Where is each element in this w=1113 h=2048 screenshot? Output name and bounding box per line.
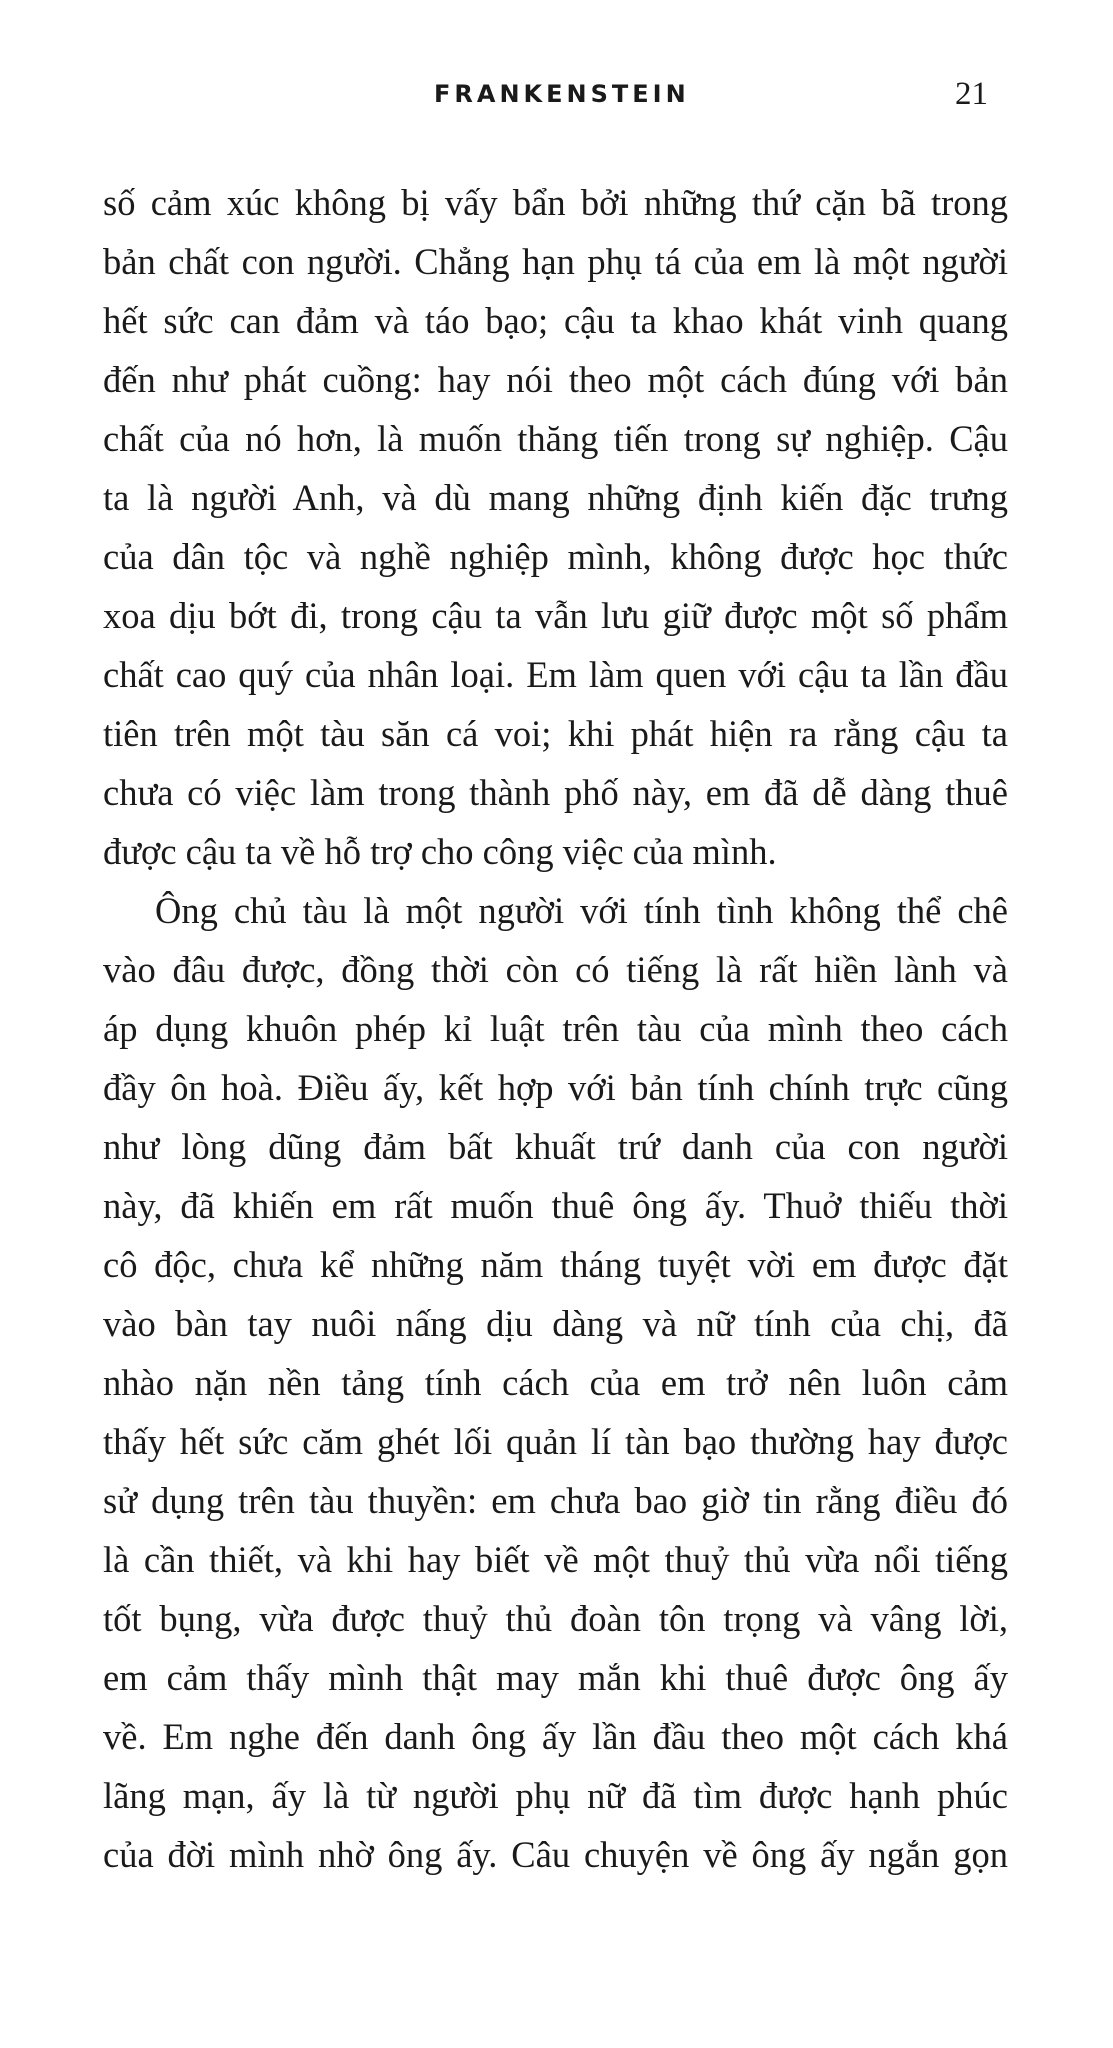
text-line: vào đâu được, đồng thời còn có tiếng là rất hiền lành và	[103, 949, 1008, 990]
text-line: của đời mình nhờ ông ấy. Câu chuyện về ông ấy ngắn gọn	[103, 1834, 1008, 1875]
text-line: đầy ôn hoà. Điều ấy, kết hợp với bản tính chính trực cũng	[103, 1067, 1008, 1108]
text-line: về. Em nghe đến danh ông ấy lần đầu theo một cách khá	[103, 1716, 1008, 1757]
text-line: của dân tộc và nghề nghiệp mình, không được học thức	[103, 536, 1008, 577]
text-line: đến như phát cuồng: hay nói theo một cách đúng với bản	[103, 359, 1008, 400]
text-line: là cần thiết, và khi hay biết về một thuỷ thủ vừa nổi tiếng	[103, 1539, 1008, 1580]
text-line: số cảm xúc không bị vấy bẩn bởi những thứ cặn bã trong	[103, 182, 1008, 223]
text-line: ta là người Anh, và dù mang những định kiến đặc trưng	[103, 477, 1008, 518]
text-line: xoa dịu bớt đi, trong cậu ta vẫn lưu giữ được một số phẩm	[103, 595, 1008, 636]
text-line: tốt bụng, vừa được thuỷ thủ đoàn tôn trọng và vâng lời,	[103, 1598, 1008, 1639]
text-line: chất cao quý của nhân loại. Em làm quen với cậu ta lần đầu	[103, 654, 1008, 695]
text-line: áp dụng khuôn phép kỉ luật trên tàu của mình theo cách	[103, 1008, 1008, 1049]
text-line: Ông chủ tàu là một người với tính tình không thể chê	[155, 890, 1008, 931]
text-line: như lòng dũng đảm bất khuất trứ danh của con người	[103, 1126, 1008, 1167]
text-line: thấy hết sức căm ghét lối quản lí tàn bạo thường hay được	[103, 1421, 1008, 1462]
text-line: bản chất con người. Chẳng hạn phụ tá của em là một người	[103, 241, 1008, 282]
text-line: lãng mạn, ấy là từ người phụ nữ đã tìm được hạnh phúc	[103, 1775, 1008, 1816]
book-title: FRANKENSTEIN	[434, 80, 690, 108]
paragraph-2	[103, 881, 1008, 1884]
text-line: được cậu ta về hỗ trợ cho công việc của mình.	[103, 831, 777, 872]
page-number: 21	[955, 76, 988, 112]
text-line: chất của nó hơn, là muốn thăng tiến trong sự nghiệp. Cậu	[103, 418, 1008, 459]
text-line: em cảm thấy mình thật may mắn khi thuê được ông ấy	[103, 1657, 1008, 1698]
text-line: này, đã khiến em rất muốn thuê ông ấy. Thuở thiếu thời	[103, 1185, 1008, 1226]
body-text	[103, 173, 1008, 1884]
text-line: hết sức can đảm và táo bạo; cậu ta khao khát vinh quang	[103, 300, 1008, 341]
running-head	[0, 76, 1113, 120]
text-line: cô độc, chưa kể những năm tháng tuyệt vời em được đặt	[103, 1244, 1008, 1285]
text-line: sử dụng trên tàu thuyền: em chưa bao giờ tin rằng điều đó	[103, 1480, 1008, 1521]
text-line: vào bàn tay nuôi nấng dịu dàng và nữ tính của chị, đã	[103, 1303, 1008, 1344]
paragraph-1	[103, 173, 1008, 881]
text-line: chưa có việc làm trong thành phố này, em đã dễ dàng thuê	[103, 772, 1008, 813]
text-line: nhào nặn nền tảng tính cách của em trở nên luôn cảm	[103, 1362, 1008, 1403]
text-line: tiên trên một tàu săn cá voi; khi phát hiện ra rằng cậu ta	[103, 713, 1008, 754]
